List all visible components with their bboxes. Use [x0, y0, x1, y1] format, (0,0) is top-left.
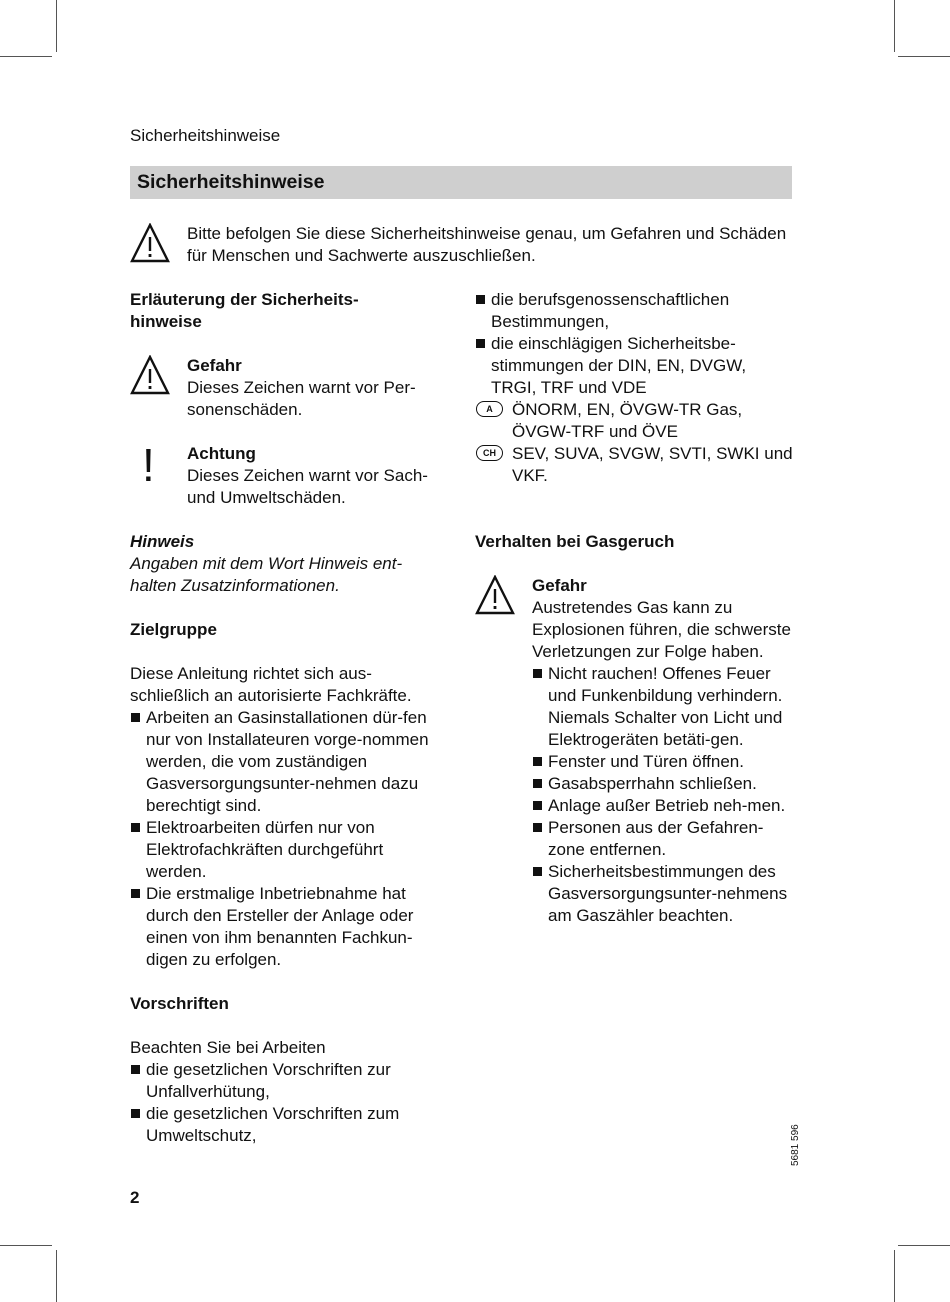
- right-column: [475, 289, 795, 927]
- zielgruppe-text: Diese Anleitung richtet sich aus-schließlich an autorisierte Fachkräfte.: [130, 664, 412, 705]
- list-item: Gasabsperrhahn schließen.: [532, 773, 795, 795]
- left-column: [130, 289, 448, 1147]
- document-number: 5681 596: [790, 1124, 801, 1166]
- erlaeuterung-heading-cont: hinweise: [130, 312, 202, 331]
- page-number: 2: [130, 1188, 140, 1207]
- erlaeuterung-heading: Erläuterung der Sicherheits-: [130, 290, 359, 309]
- intro-block: [130, 223, 792, 267]
- list-item: Anlage außer Betrieb neh-men.: [532, 795, 795, 817]
- crop-mark: [0, 56, 52, 57]
- exclamation-icon: !: [142, 439, 155, 491]
- list-item: Personen aus der Gefahren-zone entfernen.: [532, 817, 795, 861]
- list-item: die gesetzlichen Vorschriften zur Unfallverhütung,: [130, 1059, 448, 1103]
- warning-triangle-icon: [130, 223, 170, 263]
- crop-mark: [0, 1245, 52, 1246]
- gefahr-legend: [130, 355, 448, 421]
- gasgeruch-heading: Verhalten bei Gasgeruch: [475, 532, 675, 551]
- vorschriften-list: [130, 1059, 448, 1147]
- hinweis-text: Angaben mit dem Wort Hinweis ent-halten Zusatzinformationen.: [130, 554, 403, 595]
- gefahr-title: Gefahr: [187, 356, 242, 375]
- gefahr-text: Dieses Zeichen warnt vor Per-sonenschäden.: [187, 378, 416, 419]
- list-item: Arbeiten an Gasinstallationen dür-fen nur von Installateuren vorge-nommen werden, die vom zuständigen Gasversorgungsunter-nehmen dazu berechtigt sind.: [130, 707, 448, 817]
- crop-mark: [894, 1250, 895, 1302]
- country-a-text: ÖNORM, EN, ÖVGW-TR Gas, ÖVGW-TRF und ÖVE: [512, 400, 743, 441]
- list-item: die einschlägigen Sicherheitsbe-stimmungen der DIN, EN, DVGW, TRGI, TRF und VDE: [475, 333, 795, 399]
- list-item: die gesetzlichen Vorschriften zum Umweltschutz,: [130, 1103, 448, 1147]
- list-item: die berufsgenossenschaftlichen Bestimmungen,: [475, 289, 795, 333]
- gasgeruch-list: [532, 663, 795, 927]
- vorschriften-heading: Vorschriften: [130, 994, 229, 1013]
- list-item: Elektroarbeiten dürfen nur von Elektrofachkräften durchgeführt werden.: [130, 817, 448, 883]
- crop-mark: [894, 0, 895, 52]
- list-item: Fenster und Türen öffnen.: [532, 751, 795, 773]
- warning-triangle-icon: [130, 355, 170, 395]
- list-item: Die erstmalige Inbetriebnahme hat durch den Ersteller der Anlage oder einen von ihm benannten Fachkun-digen zu erfolgen.: [130, 883, 448, 971]
- achtung-legend: [130, 439, 448, 509]
- country-item-ch: [475, 443, 795, 487]
- zielgruppe-heading: Zielgruppe: [130, 620, 217, 639]
- vorschriften-text: Beachten Sie bei Arbeiten: [130, 1038, 326, 1057]
- gasgeruch-gefahr-text: Austretendes Gas kann zu Explosionen führen, die schwerste Verletzungen zur Folge haben.: [532, 598, 791, 661]
- crop-mark: [56, 0, 57, 52]
- list-item: [532, 663, 795, 751]
- country-badge-icon: A: [476, 401, 503, 417]
- list-item-text: Nicht rauchen! Offenes Feuer und Funkenbildung verhindern.: [548, 664, 783, 705]
- running-head: Sicherheitshinweise: [130, 126, 281, 145]
- crop-mark: [898, 56, 950, 57]
- achtung-title: Achtung: [187, 444, 256, 463]
- country-badge-icon: CH: [476, 445, 503, 461]
- gasgeruch-gefahr: [475, 575, 795, 927]
- warning-triangle-icon: [475, 575, 515, 615]
- crop-mark: [56, 1250, 57, 1302]
- country-ch-text: SEV, SUVA, SVGW, SVTI, SWKI und VKF.: [512, 444, 793, 485]
- gasgeruch-gefahr-title: Gefahr: [532, 576, 587, 595]
- list-item: Sicherheitsbestimmungen des Gasversorgungsunter-nehmens am Gaszähler beachten.: [532, 861, 795, 927]
- zielgruppe-list: [130, 707, 448, 971]
- achtung-text: Dieses Zeichen warnt vor Sach- und Umweltschäden.: [187, 466, 428, 507]
- crop-mark: [898, 1245, 950, 1246]
- hinweis-title: Hinweis: [130, 532, 195, 551]
- intro-text: Bitte befolgen Sie diese Sicherheitshinweise genau, um Gefahren und Schäden für Menschen und Sachwerte auszuschließen.: [187, 224, 787, 265]
- list-item-text: Niemals Schalter von Licht und Elektrogeräten betäti-gen.: [548, 708, 783, 749]
- vorschriften-list-cont: [475, 289, 795, 399]
- section-title: Sicherheitshinweise: [130, 166, 792, 199]
- country-item-a: [475, 399, 795, 443]
